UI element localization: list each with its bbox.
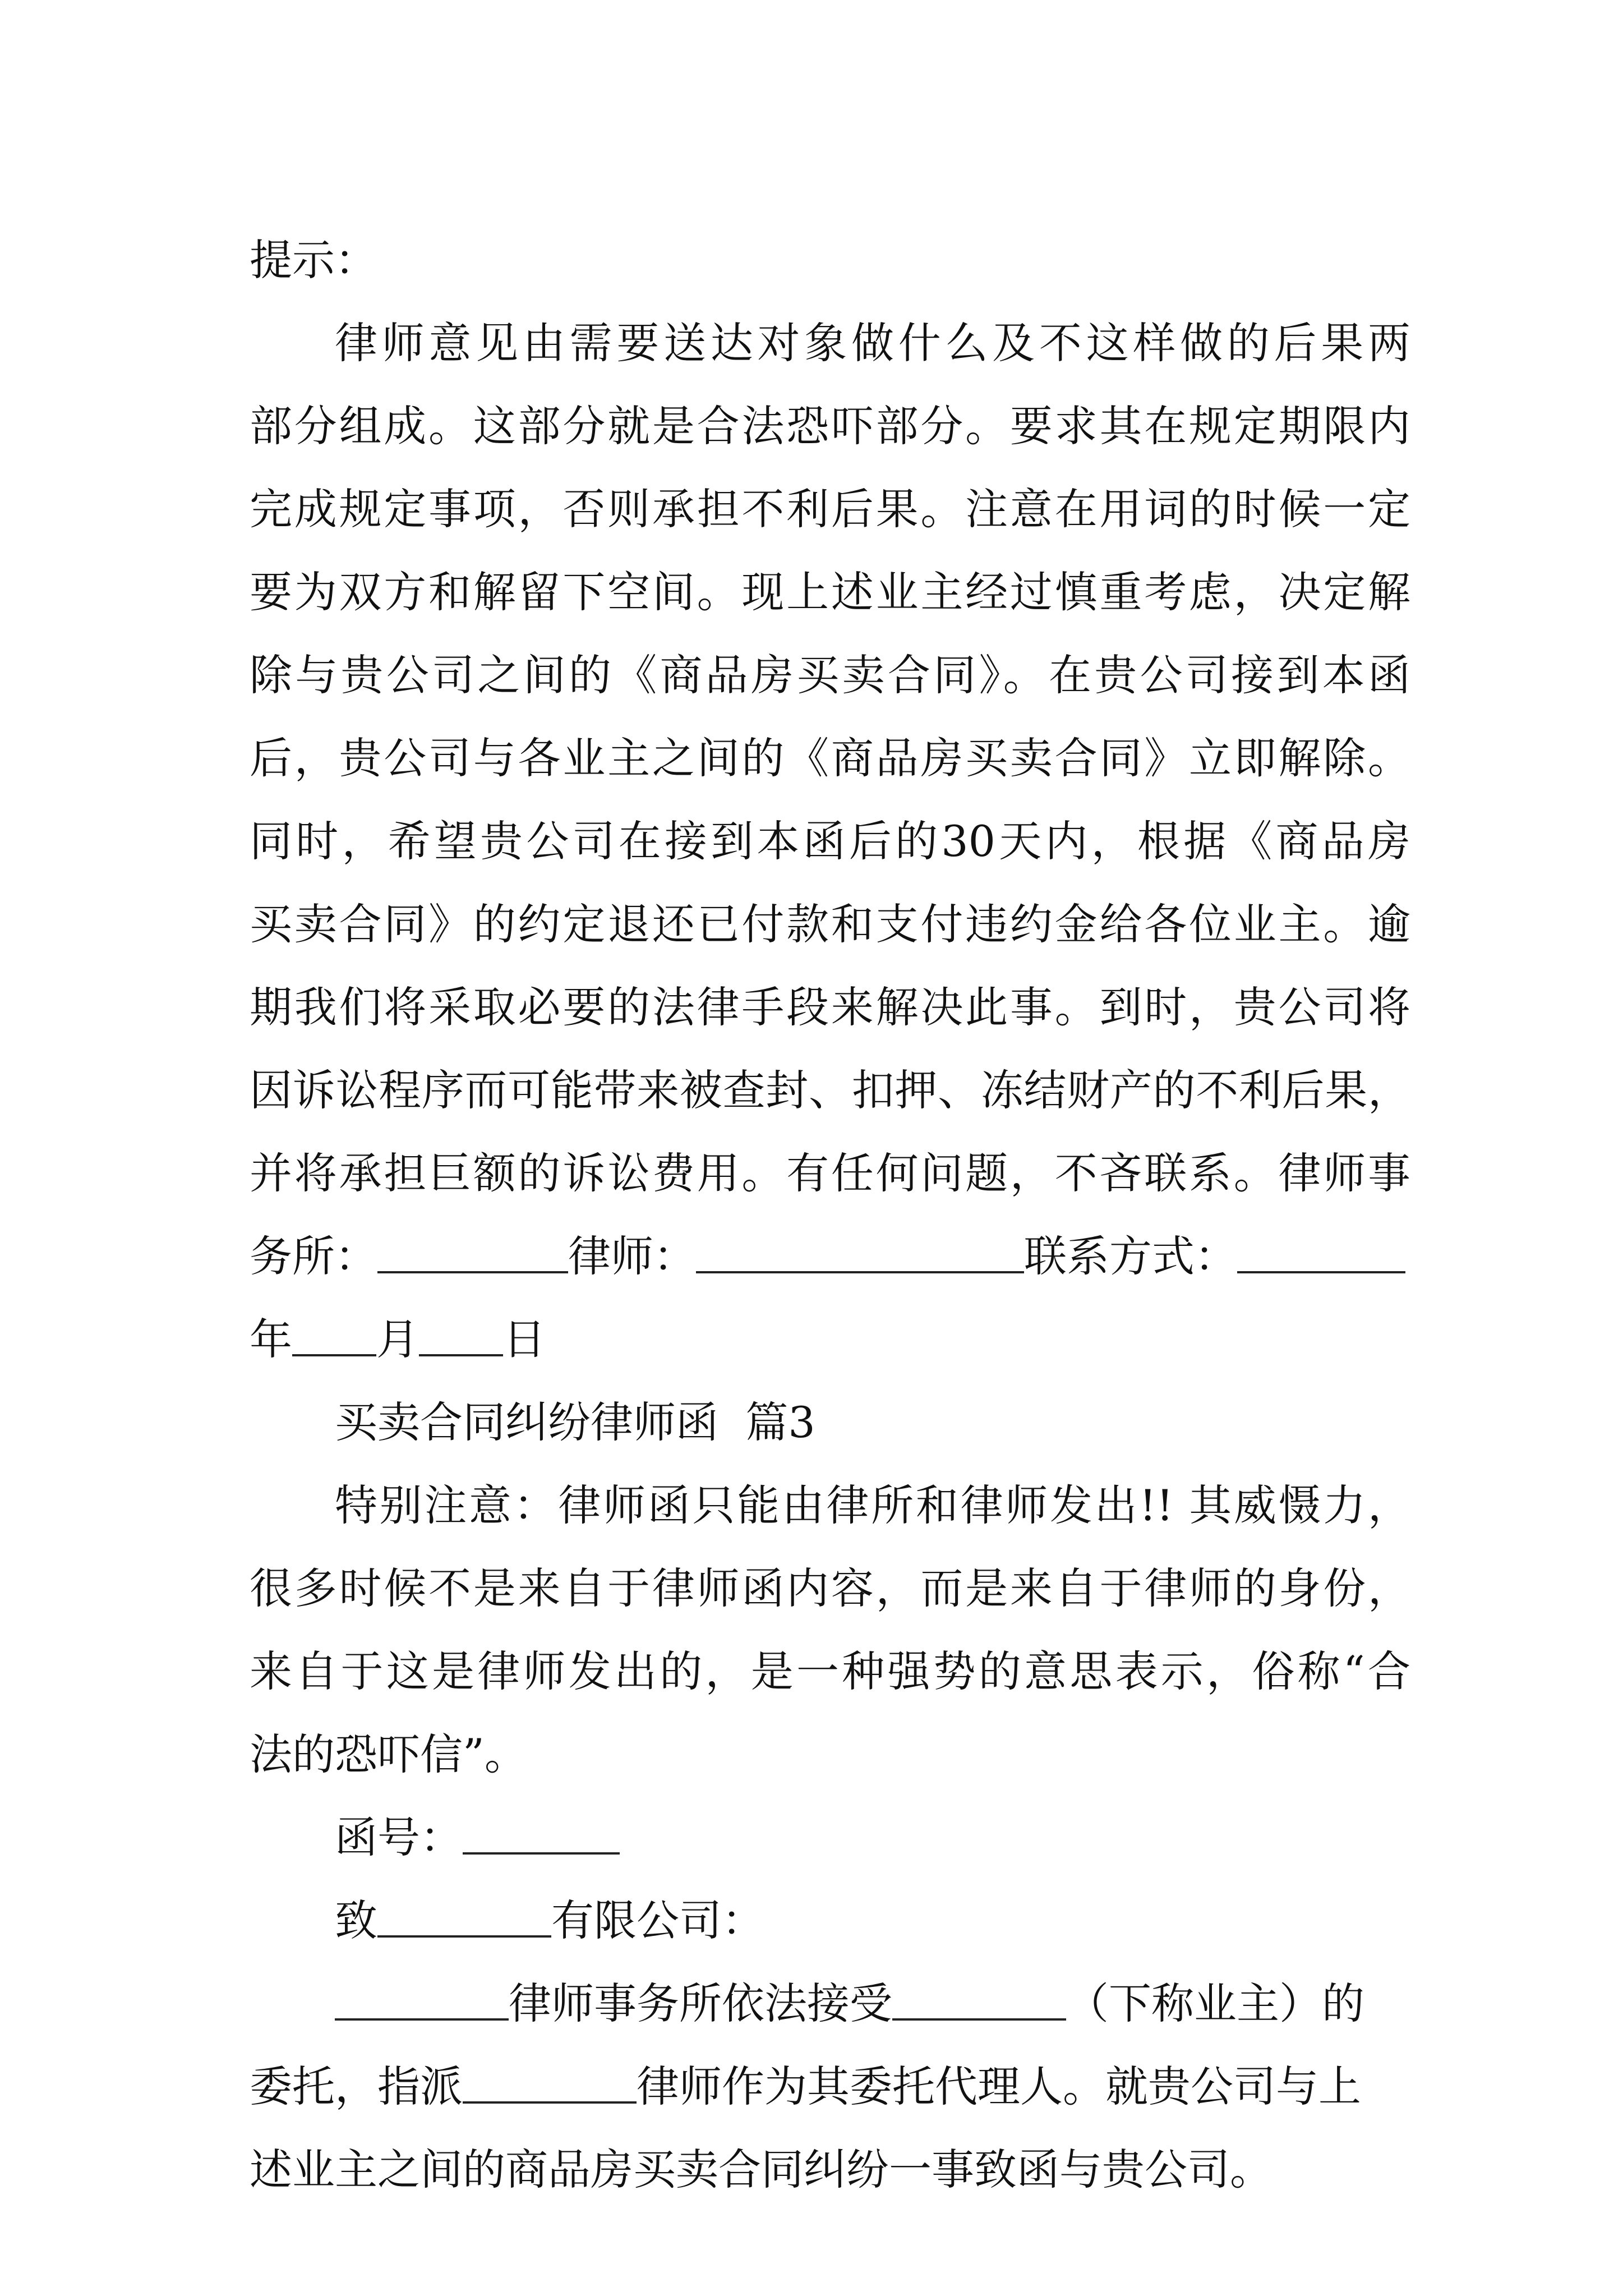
paragraph-line: 同时，希望贵公司在接到本函后的30天内，根据《商品房: [250, 816, 1410, 866]
paragraph-line: 后，贵公司与各业主之间的《商品房买卖合同》立即解除。: [250, 733, 1410, 783]
body-paragraph: [250, 1962, 1410, 2211]
paragraph-line: 要为双方和解留下空间。现上述业主经过慎重考虑，决定解: [250, 567, 1410, 617]
letter-number-line: [250, 1796, 1410, 1879]
day-blank: [419, 1315, 503, 1356]
day-label: 日: [503, 1314, 546, 1364]
year-label: 年: [250, 1314, 292, 1364]
recipient-suffix: 有限公司：: [551, 1895, 764, 1945]
firm-name-blank: [335, 1980, 509, 2020]
date-line: [250, 1298, 1410, 1381]
owner-blank: [892, 1980, 1066, 2020]
contact-blank: [1237, 1232, 1405, 1273]
recipient-blank: [377, 1897, 551, 1937]
paragraph-line: [250, 1962, 1410, 2045]
paragraph-line: 因诉讼程序而可能带来被查封、扣押、冻结财产的不利后果，: [250, 1065, 1410, 1115]
paragraph-line: 法的恐吓信”。: [250, 1729, 527, 1779]
firm-blank: [377, 1232, 568, 1273]
document-body: [250, 219, 1410, 2211]
recipient-prefix: 致: [335, 1895, 377, 1945]
paragraph-line: 部分组成。这部分就是合法恐吓部分。要求其在规定期限内: [250, 401, 1410, 451]
lawyer-blank: [696, 1232, 1024, 1273]
paragraph-line: 特别注意：律师函只能由律所和律师发出!! 其威慑力，: [335, 1480, 1410, 1530]
firm-label: 务所：: [250, 1231, 377, 1281]
paragraph-line: 律师意见由需要送达对象做什么及不这样做的后果两: [335, 318, 1410, 368]
paragraph-line: 期我们将采取必要的法律手段来解决此事。到时，贵公司将: [250, 982, 1410, 1032]
month-label: 月: [376, 1314, 419, 1364]
paragraph-line: [250, 2045, 1410, 2128]
paragraph-line: 完成规定事项，否则承担不利后果。注意在用词的时候一定: [250, 484, 1410, 534]
letter-number-blank: [463, 1814, 620, 1854]
notice-paragraph: [250, 1464, 1410, 1796]
hint-paragraph: [250, 302, 1410, 1215]
paragraph-line: 除与贵公司之间的《商品房买卖合同》。在贵公司接到本函: [250, 650, 1410, 700]
paragraph-line: 买卖合同》的约定退还已付款和支付违约金给各位业主。逾: [250, 899, 1410, 949]
body-text: 律师事务所依法接受: [509, 1978, 892, 2028]
paragraph-line: 并将承担巨额的诉讼费用。有任何问题，不吝联系。律师事: [250, 1148, 1410, 1198]
lawyer-name-blank: [463, 2063, 637, 2103]
letter-number-label: 函号：: [335, 1812, 463, 1862]
body-text: （下称业主）的: [1066, 1978, 1364, 2028]
paragraph-line: 述业主之间的商品房买卖合同纠纷一事致函与贵公司。: [250, 2145, 1272, 2194]
hint-heading: 提示：: [250, 235, 377, 285]
body-text: 委托，指派: [250, 2062, 463, 2111]
lawyer-label: 律师：: [568, 1231, 696, 1281]
recipient-line: [250, 1879, 1410, 1962]
section-title: 买卖合同纠纷律师函 篇3: [335, 1397, 815, 1447]
paragraph-line: 来自于这是律师发出的，是一种强势的意思表示，俗称“合: [250, 1646, 1410, 1696]
contact-label: 联系方式：: [1024, 1231, 1237, 1281]
body-text: 律师作为其委托代理人。就贵公司与上: [637, 2062, 1361, 2111]
month-blank: [292, 1315, 376, 1356]
contact-line: [250, 1215, 1410, 1298]
paragraph-line: 很多时候不是来自于律师函内容，而是来自于律师的身份，: [250, 1563, 1410, 1613]
